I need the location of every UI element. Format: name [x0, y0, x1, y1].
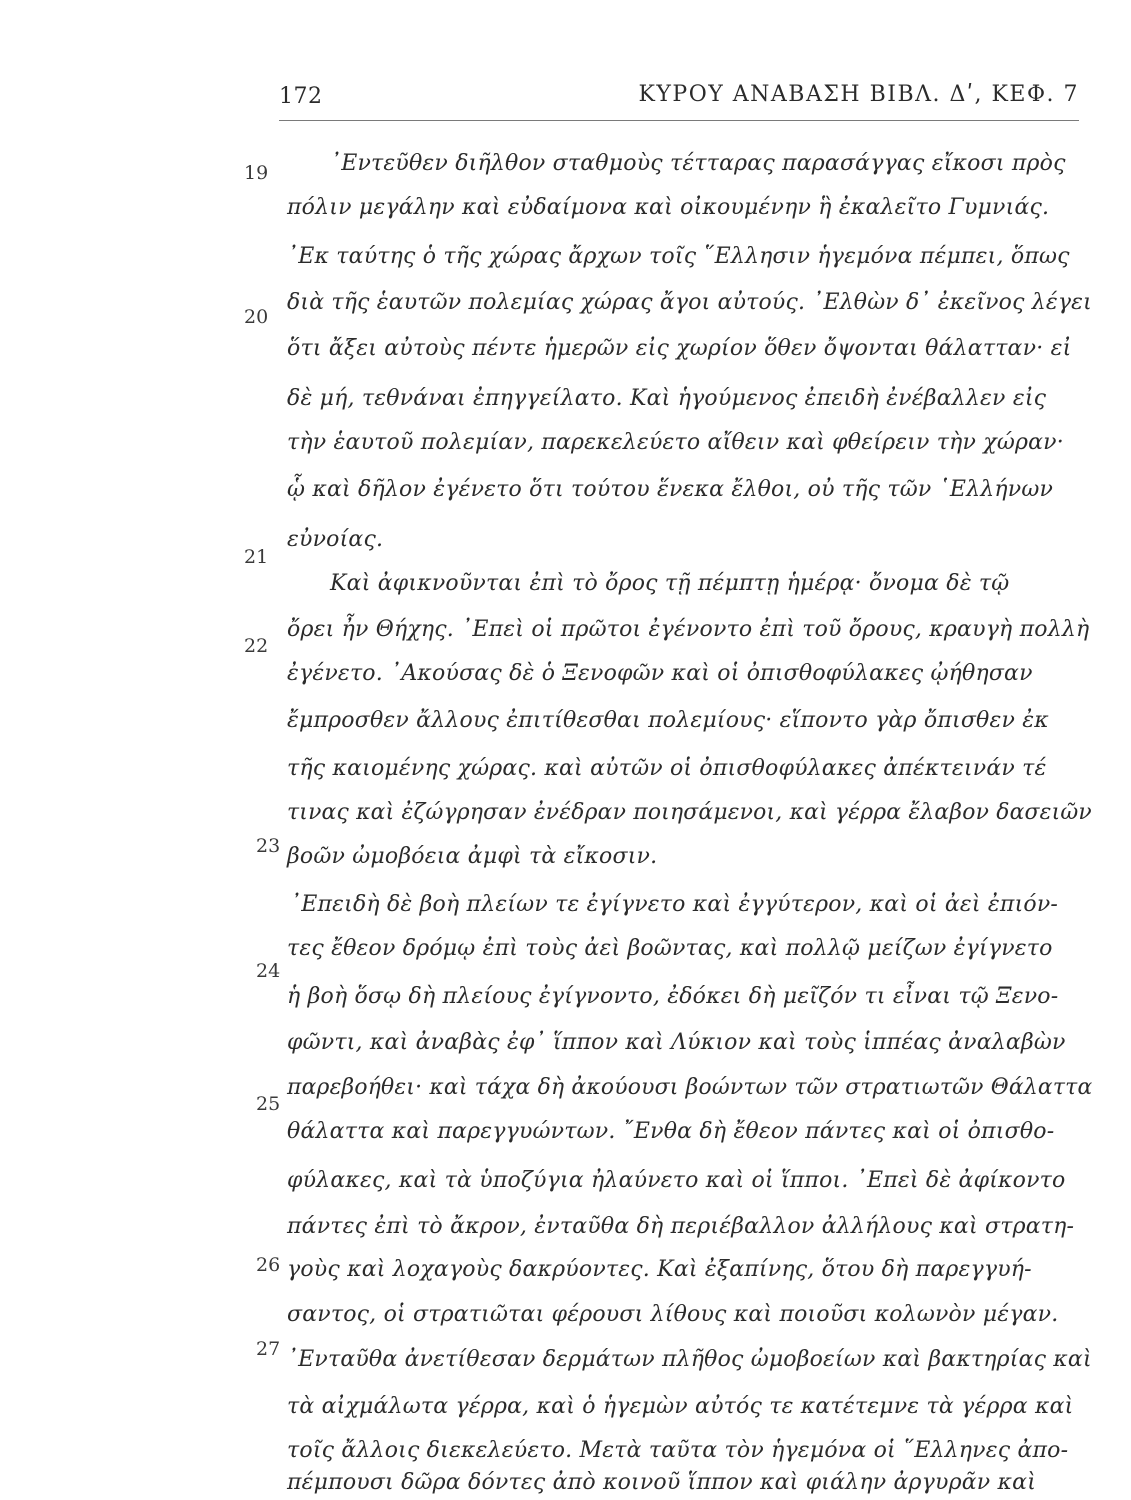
text-line: τες ἔθεον δρόμῳ ἐπὶ τοὺς ἀεὶ βοῶντας, καὶ πολλῷ μείζων ἐγίγνετο — [287, 936, 1053, 961]
text-line: τὴν ἑαυτοῦ πολεμίαν, παρεκελεύετο αἴθειν καὶ φθείρειν τὴν χώραν· — [287, 430, 1064, 455]
text-line: ᾿Εντεῦθεν διῆλθον σταθμοὺς τέτταρας παρασάγγας εἴκοσι πρὸς — [330, 151, 1066, 176]
section-number: 24 — [256, 960, 281, 982]
section-number: 20 — [244, 306, 269, 328]
section-number: 26 — [256, 1254, 281, 1276]
running-head: ΚΥΡΟΥ ΑΝΑΒΑΣΗ ΒΙΒΛ. Δʹ, ΚΕΦ. 7 — [638, 82, 1079, 107]
text-line: Καὶ ἀφικνοῦνται ἐπὶ τὸ ὄρος τῇ πέμπτῃ ἡμέρᾳ· ὄνομα δὲ τῷ — [330, 571, 1010, 596]
text-line: παρεβοήθει· καὶ τάχα δὴ ἀκούουσι βοώντων τῶν στρατιωτῶν Θάλαττα — [287, 1075, 1093, 1100]
text-line: θάλαττα καὶ παρεγγυώντων. ῎Ενθα δὴ ἔθεον πάντες καὶ οἱ ὀπισθο- — [287, 1119, 1055, 1144]
text-line: ᾿Εκ ταύτης ὁ τῆς χώρας ἄρχων τοῖς ῞Ελλησιν ἡγεμόνα πέμπει, ὅπως — [287, 244, 1070, 269]
section-number: 19 — [244, 162, 269, 184]
section-number: 22 — [244, 635, 269, 657]
text-line: τὰ αἰχμάλωτα γέρρα, καὶ ὁ ἡγεμὼν αὐτός τε κατέτεμνε τὰ γέρρα καὶ — [287, 1394, 1074, 1419]
section-number: 21 — [244, 546, 269, 568]
text-line: φύλακες, καὶ τὰ ὑποζύγια ἠλαύνετο καὶ οἱ ἵπποι. ᾿Επεὶ δὲ ἀφίκοντο — [287, 1168, 1066, 1193]
text-line: σαντος, οἱ στρατιῶται φέρουσι λίθους καὶ ποιοῦσι κολωνὸν μέγαν. — [287, 1302, 1059, 1327]
section-number: 27 — [256, 1338, 281, 1360]
text-line: δὲ μή, τεθνάναι ἐπηγγείλατο. Καὶ ἡγούμενος ἐπειδὴ ἐνέβαλλεν εἰς — [287, 386, 1047, 411]
text-line: γοὺς καὶ λοχαγοὺς δακρύοντες. Καὶ ἐξαπίνης, ὅτου δὴ παρεγγυή- — [287, 1257, 1032, 1282]
text-line: τοῖς ἄλλοις διεκελεύετο. Μετὰ ταῦτα τὸν ἡγεμόνα οἱ ῞Ελληνες ἀπο- — [287, 1438, 1069, 1463]
text-line: πόλιν μεγάλην καὶ εὐδαίμονα καὶ οἰκουμένην ἣ ἐκαλεῖτο Γυμνιάς. — [287, 195, 1050, 220]
text-line: ᾧ καὶ δῆλον ἐγένετο ὅτι τούτου ἕνεκα ἔλθοι, οὐ τῆς τῶν ῾Ελλήνων — [287, 477, 1054, 502]
page-header — [279, 78, 1079, 118]
page-number: 172 — [279, 84, 323, 109]
header-rule — [279, 120, 1079, 121]
text-line: τῆς καιομένης χώρας. καὶ αὐτῶν οἱ ὀπισθοφύλακες ἀπέκτεινάν τέ — [287, 756, 1047, 781]
text-line: ἐγένετο. ᾿Ακούσας δὲ ὁ Ξενοφῶν καὶ οἱ ὀπισθοφύλακες ᾠήθησαν — [287, 661, 1033, 686]
text-line: ᾿Ενταῦθα ἀνετίθεσαν δερμάτων πλῆθος ὠμοβοείων καὶ βακτηρίας καὶ — [287, 1347, 1092, 1372]
text-line: ᾿Επειδὴ δὲ βοὴ πλείων τε ἐγίγνετο καὶ ἐγγύτερον, καὶ οἱ ἀεὶ ἐπιόν- — [290, 892, 1059, 917]
section-number: 23 — [256, 835, 281, 857]
text-line: ὄρει ἦν Θήχης. ᾿Επεὶ οἱ πρῶτοι ἐγένοντο ἐπὶ τοῦ ὄρους, κραυγὴ πολλὴ — [287, 617, 1090, 642]
text-line: ὅτι ἄξει αὐτοὺς πέντε ἡμερῶν εἰς χωρίον ὅθεν ὄψονται θάλατταν· εἰ — [287, 336, 1072, 361]
text-line: φῶντι, καὶ ἀναβὰς ἐφ᾿ ἵππον καὶ Λύκιον καὶ τοὺς ἱππέας ἀναλαβὼν — [287, 1030, 1066, 1055]
text-line: πάντες ἐπὶ τὸ ἄκρον, ἐνταῦθα δὴ περιέβαλλον ἀλλήλους καὶ στρατη- — [287, 1214, 1075, 1239]
text-line: εὐνοίας. — [287, 527, 384, 552]
text-line: ἔμπροσθεν ἄλλους ἐπιτίθεσθαι πολεμίους· εἵποντο γὰρ ὄπισθεν ἐκ — [287, 708, 1049, 733]
text-line: ἡ βοὴ ὅσῳ δὴ πλείους ἐγίγνοντο, ἐδόκει δὴ μεῖζόν τι εἶναι τῷ Ξενο- — [287, 984, 1059, 1009]
text-line: τινας καὶ ἐζώγρησαν ἐνέδραν ποιησάμενοι, καὶ γέρρα ἔλαβον δασειῶν — [287, 800, 1092, 825]
text-line: πέμπουσι δῶρα δόντες ἀπὸ κοινοῦ ἵππον καὶ φιάλην ἀργυρᾶν καὶ — [287, 1470, 1037, 1495]
text-line: βοῶν ὠμοβόεια ἀμφὶ τὰ εἴκοσιν. — [287, 844, 658, 869]
text-line: διὰ τῆς ἑαυτῶν πολεμίας χώρας ἄγοι αὐτούς. ᾿Ελθὼν δ᾿ ἐκεῖνος λέγει — [287, 290, 1092, 315]
section-number: 25 — [256, 1093, 281, 1115]
